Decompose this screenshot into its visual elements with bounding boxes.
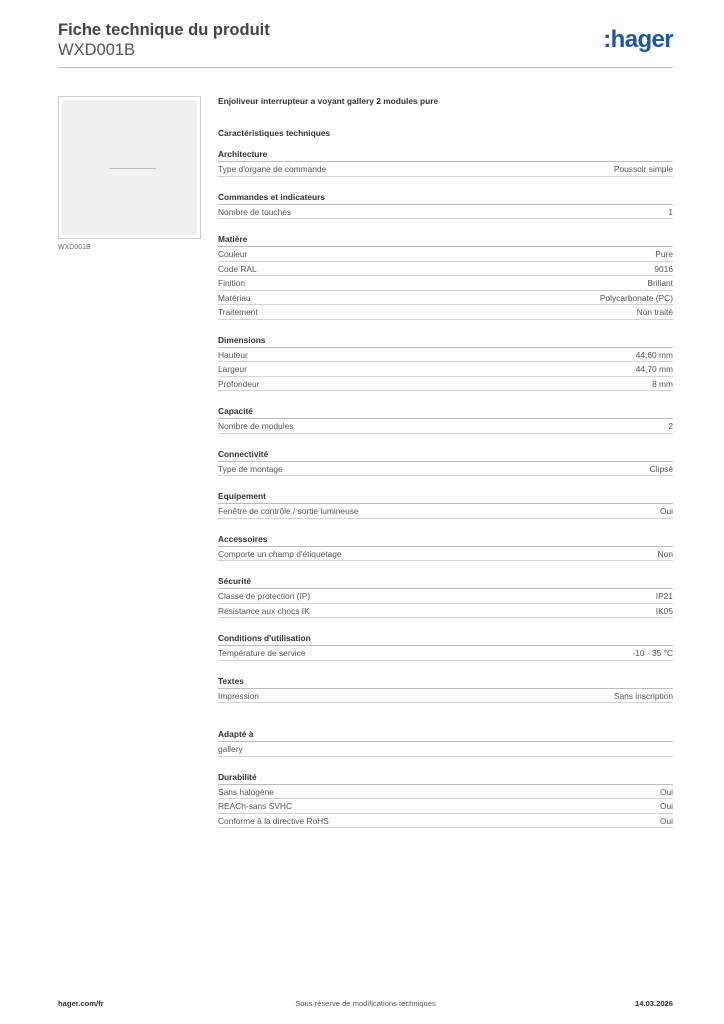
spec-value: IK05 [655,605,673,616]
spec-row [218,814,673,829]
switch-plate [62,100,197,235]
spec-value: -10 - 35 °C [632,648,673,658]
spec-row [218,162,673,177]
spec-value: 44,60 mm [635,349,673,360]
spec-row [218,547,673,562]
section-title: Textes [218,675,673,689]
spec-label: REACh-sans SVHC [218,801,293,811]
spec-row [218,462,673,477]
spec-label: Matériau [218,292,251,303]
spec-label: Sans halogène [218,786,274,797]
spec-value: Oui [659,506,673,516]
spec-label: Résistance aux chocs IK [218,605,310,616]
section-title: Architecture [218,148,673,162]
footer-note: Sous réserve de modifications techniques [295,999,436,1008]
spec-row [218,276,673,291]
spec-value: 1 [668,206,673,217]
spec-row [218,305,673,320]
spec-value: Polycarbonate (PC) [599,292,673,303]
document-title: Fiche technique du produit [58,21,270,39]
spec-label: Type de montage [218,463,283,474]
spec-value: Pure [655,249,673,259]
spec-row [218,504,673,519]
product-specifications [218,95,673,828]
spec-row [218,419,673,434]
product-description: Enjoliveur interrupteur a voyant gallery 2 modules pure [218,96,439,106]
spec-value: Poussoir simple [613,164,673,174]
image-caption: WXD001B [58,244,91,251]
spec-label: Hauteur [218,349,248,360]
spec-label: Finition [218,278,245,288]
spec-label: Température de service [218,648,306,658]
spec-row [218,589,673,604]
spec-row [218,799,673,814]
spec-value: Brillant [647,278,673,288]
section-title: Equipement [218,490,673,504]
spec-heading: Caractéristiques techniques [218,128,331,138]
spec-label: Impression [218,690,259,701]
section-title: Matière [218,233,673,247]
spec-value: 2 [668,421,673,431]
spec-value: Non traité [636,307,673,317]
spec-label: Comporte un champ d'étiquetage [218,548,342,559]
spec-value: Clipsé [649,463,673,474]
spec-value: Sans inscription [613,690,673,701]
spec-row [218,742,673,757]
spec-row [218,362,673,377]
spec-row [218,604,673,619]
section-title: Accessoires [218,533,673,547]
spec-label: gallery [218,744,243,754]
spec-value: 9016 [654,263,673,274]
spec-value: IP21 [655,591,673,601]
indicator-slit [109,168,156,169]
footer-date: 14.03.2026 [634,999,673,1008]
spec-row [218,377,673,392]
section-title: Capacité [218,405,673,419]
spec-label: Traitement [218,307,258,317]
spec-row [218,348,673,363]
spec-value: Oui [659,801,673,811]
section-title: Sécurité [218,575,673,589]
section-title: Connectivité [218,448,673,462]
hager-logo[interactable]: :hager [603,26,673,53]
section-title: Conditions d'utilisation [218,632,673,646]
spec-value: 8 mm [652,378,673,389]
document-header [58,20,673,68]
product-reference: WXD001B [58,41,136,59]
product-image [58,96,201,239]
spec-value: Non [657,548,673,559]
footer-website-link[interactable]: hager.com/fr [58,999,104,1008]
spec-label: Code RAL [218,263,257,274]
spec-label: Conforme à la directive RoHS [218,815,329,826]
spec-row [218,785,673,800]
spec-label: Nombre de touches [218,206,292,217]
spec-row [218,689,673,704]
spec-label: Fenêtre de contrôle / sortie lumineuse [218,506,359,516]
spec-label: Nombre de modules [218,421,294,431]
section-title: Commandes et indicateurs [218,191,673,205]
spec-row [218,646,673,661]
spec-value: 44,70 mm [635,364,673,374]
section-title: Durabilité [218,771,673,785]
spec-value: Oui [659,786,673,797]
spec-row [218,247,673,262]
spec-label: Type d'organe de commande [218,164,327,174]
spec-value: Oui [659,815,673,826]
spec-label: Classe de protection (IP) [218,591,311,601]
section-title: Dimensions [218,334,673,348]
spec-label: Couleur [218,249,248,259]
section-title: Adapté à [218,728,673,742]
spec-row [218,205,673,220]
spec-row [218,291,673,306]
spec-row [218,262,673,277]
spec-label: Largeur [218,364,247,374]
spec-label: Profondeur [218,378,260,389]
spec-sections [218,148,673,828]
